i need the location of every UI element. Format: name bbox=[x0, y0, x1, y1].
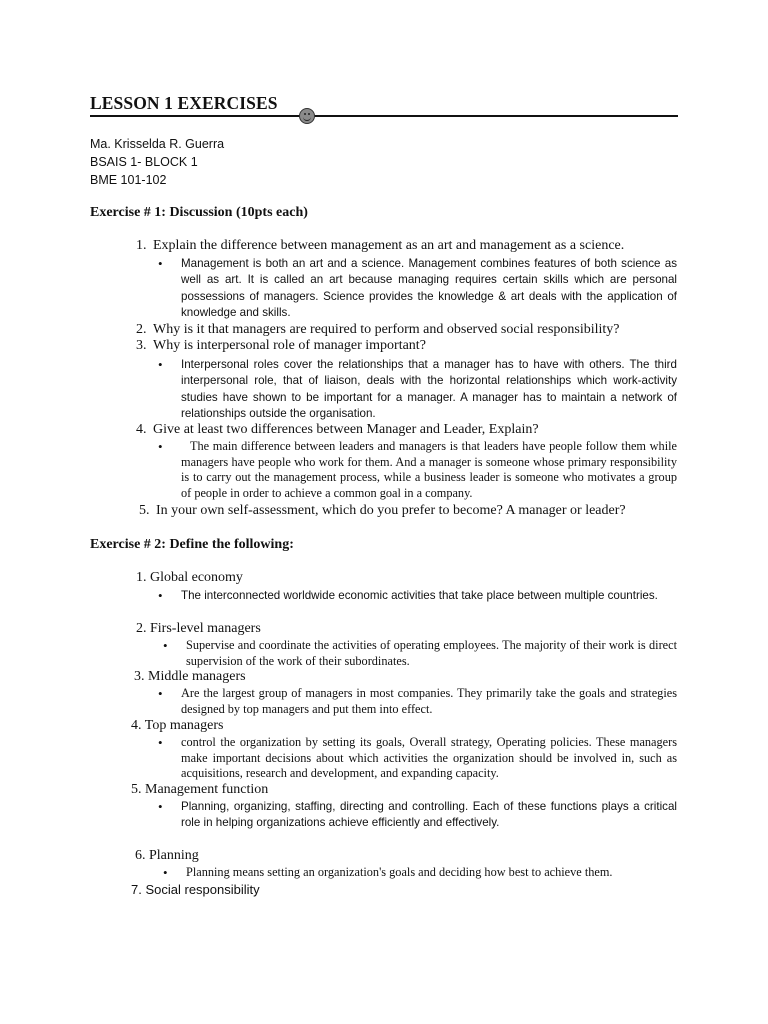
question-1-text: Explain the difference between management as an art and management as a science. bbox=[153, 238, 625, 253]
term-2-label: Firs-level managers bbox=[150, 621, 261, 636]
definition-2: Supervise and coordinate the activities of operating employees. The majority of their work is direct supervision of the work of their subordinates. bbox=[186, 638, 677, 668]
term-1-label: Global economy bbox=[150, 570, 243, 585]
definition-1: The interconnected worldwide economic activities that take place between multiple countries. bbox=[181, 589, 658, 602]
question-2-text: Why is it that managers are required to perform and observed social responsibility? bbox=[153, 322, 620, 337]
bullet-icon: • bbox=[158, 439, 163, 454]
term-7: 7. Social responsibility bbox=[131, 882, 260, 897]
bullet-icon: • bbox=[163, 865, 168, 880]
course-code: BME 101-102 bbox=[90, 173, 167, 187]
document-header bbox=[90, 93, 678, 123]
bullet-icon: • bbox=[158, 588, 163, 603]
term-3: 3. Middle managers bbox=[134, 669, 246, 684]
term-5-label: Management function bbox=[145, 782, 269, 797]
term-6-label: Planning bbox=[149, 848, 199, 863]
term-6: 6. Planning bbox=[135, 848, 199, 863]
definition-3: Are the largest group of managers in most companies. They primarily take the goals and strategies designed by top managers and put them into effect. bbox=[181, 686, 677, 716]
student-info bbox=[90, 135, 224, 189]
question-4-text: Give at least two differences between Manager and Leader, Explain? bbox=[153, 422, 539, 437]
term-5: 5. Management function bbox=[131, 782, 269, 797]
bullet-icon: • bbox=[158, 799, 163, 814]
question-1: 1. Explain the difference between management as an art and management as a science. bbox=[136, 238, 625, 253]
exercise2-heading: Exercise # 2: Define the following: bbox=[90, 537, 294, 552]
question-5-text: In your own self-assessment, which do you prefer to become? A manager or leader? bbox=[156, 503, 626, 518]
term-2: 2. Firs-level managers bbox=[136, 621, 261, 636]
answer-3: Interpersonal roles cover the relationships that a manager has to have with others. The third interpersonal role, that of liaison, deals with the horizontal relationships which work-activity studies have shown to be important for a manager. A manager has to maintain a network of relationships outside the organisation. bbox=[181, 358, 677, 420]
question-3-text: Why is interpersonal role of manager important? bbox=[153, 338, 426, 353]
question-4: 4. Give at least two differences between Manager and Leader, Explain? bbox=[136, 422, 539, 437]
document-title: LESSON 1 EXERCISES bbox=[90, 93, 278, 113]
question-5: 5. In your own self-assessment, which do you prefer to become? A manager or leader? bbox=[139, 503, 626, 518]
bullet-icon: • bbox=[158, 357, 163, 372]
bullet-icon: • bbox=[158, 256, 163, 271]
student-name: Ma. Krisselda R. Guerra bbox=[90, 137, 225, 151]
definition-5: Planning, organizing, staffing, directing and controlling. Each of these functions plays a critical role in helping organizations achieve efficiently and effectively. bbox=[181, 800, 677, 830]
header-rule bbox=[90, 115, 678, 117]
answer-1: Management is both an art and a science. Management combines features of both science as well as art. It is called an art because managing requires certain skills which are personal possessions of managers. Science provides the knowledge & art deals with the application of knowledge and skills. bbox=[181, 257, 677, 319]
question-2: 2. Why is it that managers are required to perform and observed social responsibility? bbox=[136, 322, 620, 337]
term-7-label: Social responsibility bbox=[145, 882, 260, 897]
exercise1-heading: Exercise # 1: Discussion (10pts each) bbox=[90, 205, 308, 220]
term-4-label: Top managers bbox=[144, 718, 224, 733]
student-section: BSAIS 1- BLOCK 1 bbox=[90, 155, 198, 169]
bullet-icon: • bbox=[163, 638, 168, 653]
answer-4: The main difference between leaders and managers is that leaders have people follow them while managers have people who work for them. And a manager is someone whose primary responsibility is to carry out the management process, while a business leader is someone who motivates a group of people in order to achieve a common goal in a company. bbox=[181, 439, 677, 500]
bullet-icon: • bbox=[158, 686, 163, 701]
question-3: 3. Why is interpersonal role of manager important? bbox=[136, 338, 426, 353]
smiley-face-icon bbox=[299, 108, 315, 124]
definition-4: control the organization by setting its goals, Overall strategy, Operating policies. These managers make important decisions about which activities the organization should be involved in, such as acquisitions, research and development, and expanding capacity. bbox=[181, 735, 677, 780]
term-4: 4. Top managers bbox=[131, 718, 224, 733]
definition-6: Planning means setting an organization's goals and deciding how best to achieve them. bbox=[186, 865, 613, 879]
term-3-label: Middle managers bbox=[148, 669, 246, 684]
term-1: 1. Global economy bbox=[136, 570, 243, 585]
bullet-icon: • bbox=[158, 735, 163, 750]
